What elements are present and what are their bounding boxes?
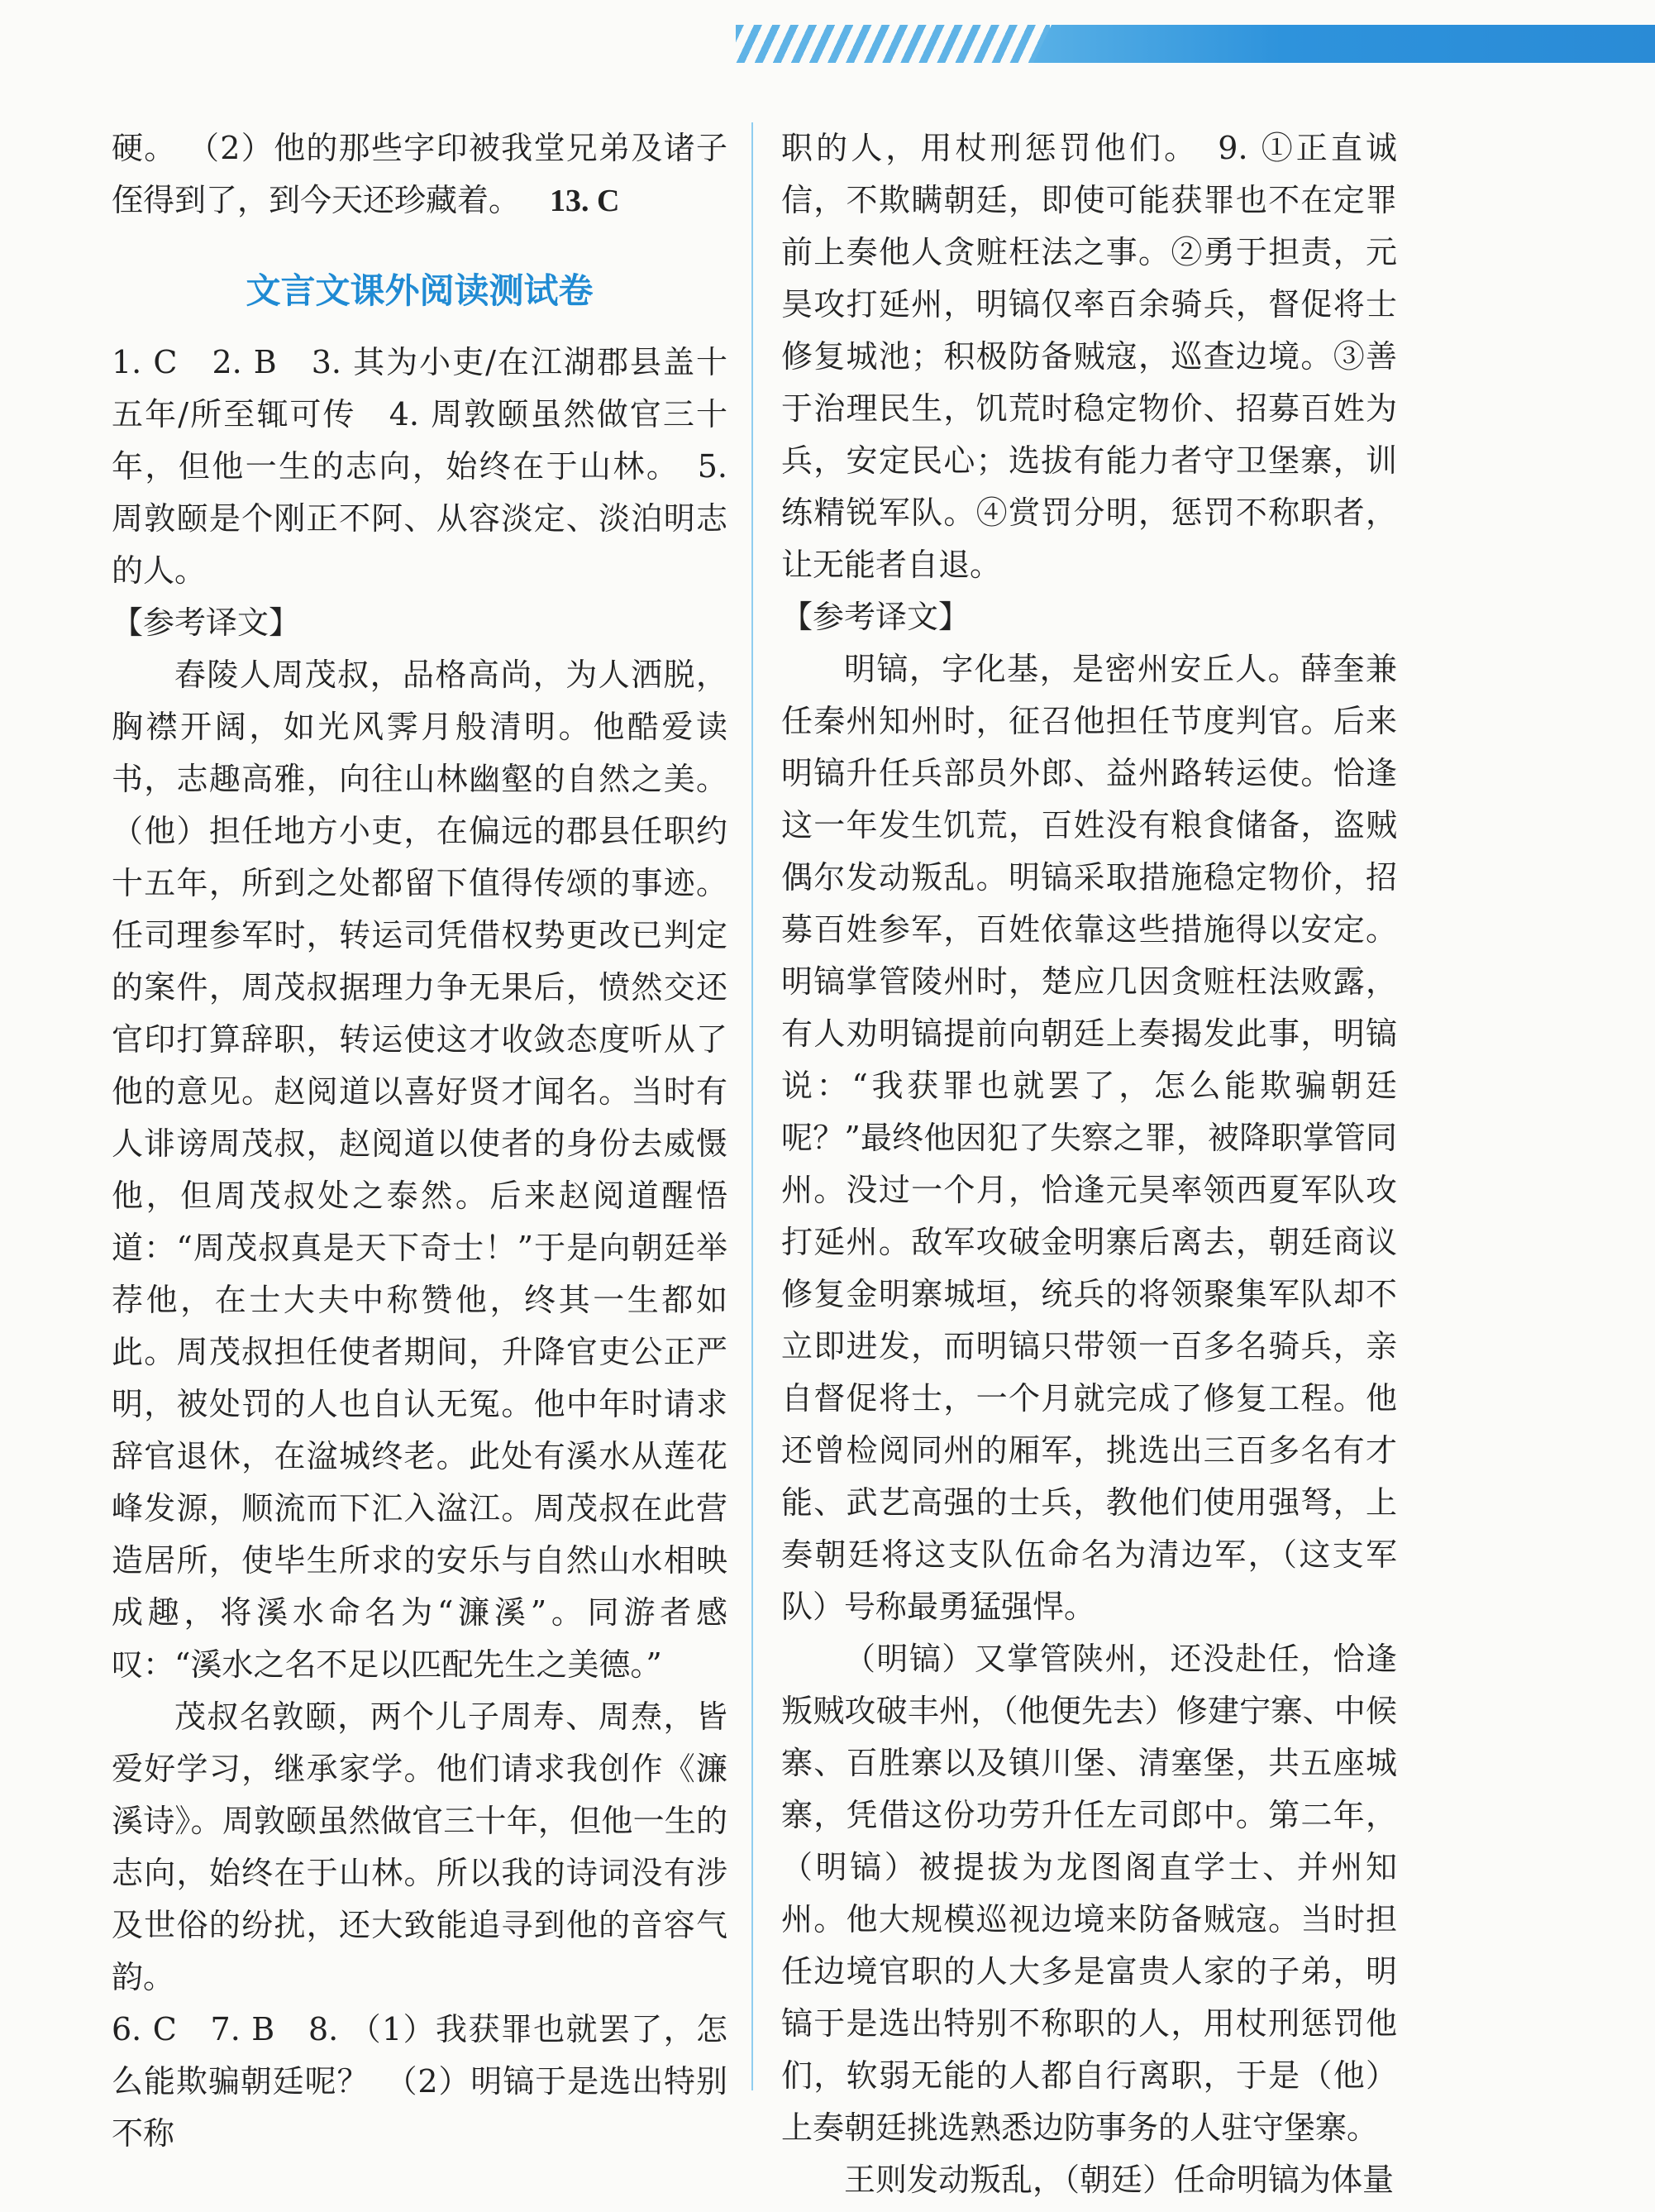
header-decoration — [736, 25, 1655, 63]
translation-paragraph: 明镐，字化基，是密州安丘人。薛奎兼任秦州知州时，征召他担任节度判官。后来明镐升任兵部员外郎、益州路转运使。恰逢这一年发生饥荒，百姓没有粮食储备，盗贼偶尔发动叛乱。明镐采取措施稳定物价，招募百姓参军，百姓依靠这些措施得以安定。明镐掌管陵州时，楚应几因贪赃枉法败露，有人劝明镐提前向朝廷上奏揭发此事，明镐说：“我获罪也就罢了，怎么能欺骗朝廷呢？”最终他因犯了失察之罪，被降职掌管同州。没过一个月，恰逢元昊率领西夏军队攻打延州。敌军攻破金明寨后离去，朝廷商议修复金明寨城垣，统兵的将领聚集军队却不立即进发，而明镐只带领一百多名骑兵，亲自督促将士，一个月就完成了修复工程。他还曾检阅同州的厢军，挑选出三百多名有才能、武艺高强的士兵，教他们使用强弩，上奏朝廷将这支队伍命名为清边军，（这支军队）号称最勇猛强悍。 — [781, 651, 1397, 1625]
section-title: 文言文课外阅读测试卷 — [246, 270, 594, 311]
translation-paragraph: 茂叔名敦颐，两个儿子周寿、周焘，皆爱好学习，继承家学。他们请求我创作《濂溪诗》。周敦颐虽然做官三十年，但他一生的志向，始终在于山林。所以我的诗词没有涉及世俗的纷扰，还大致能追寻到他的音容气韵。 — [112, 1698, 727, 1995]
answer-continuation: 硬。 （2）他的那些字印被我堂兄弟及诸子侄得到了，到今天还珍藏着。 13. C — [112, 130, 727, 218]
header-band — [1033, 25, 1655, 63]
answer-13: 13. C — [550, 184, 620, 218]
translation-heading-right: 【参考译文】 — [781, 599, 971, 635]
left-column — [112, 122, 727, 2160]
answers-6-8: 6. C 7. B 8. （1）我获罪也就罢了，怎么能欺骗朝廷呢？ （2）明镐于是选出特别不称 — [112, 2011, 727, 2152]
translation-paragraph: 王则发动叛乱，（朝廷）任命明镐为体量 — [844, 2162, 1395, 2198]
answers-1-5: 1. C 2. B 3. 其为小吏/在江湖郡县盖十五年/所至辄可传 4. 周敦颐虽然做官三十年，但他一生的志向，始终在于山林。 5. 周敦颐是个刚正不阿、从容淡定、淡泊明志的人。 — [112, 344, 727, 589]
column-divider — [751, 122, 753, 2090]
header-stripes — [736, 25, 1050, 63]
translation-paragraph: 舂陵人周茂叔，品格高尚，为人洒脱，胸襟开阔，如光风霁月般清明。他酷爱读书，志趣高雅，向往山林幽壑的自然之美。（他）担任地方小吏，在偏远的郡县任职约十五年，所到之处都留下值得传颂的事迹。任司理参军时，转运司凭借权势更改已判定的案件，周茂叔据理力争无果后，愤然交还官印打算辞职，转运使这才收敛态度听从了他的意见。赵阅道以喜好贤才闻名。当时有人诽谤周茂叔，赵阅道以使者的身份去威慑他，但周茂叔处之泰然。后来赵阅道醒悟道：“周茂叔真是天下奇士！”于是向朝廷举荐他，在士大夫中称赞他，终其一生都如此。周茂叔担任使者期间，升降官吏公正严明，被处罚的人也自认无冤。他中年时请求辞官退休，在湓城终老。此处有溪水从莲花峰发源，顺流而下汇入湓江。周茂叔在此营造居所，使毕生所求的安乐与自然山水相映成趣，将溪水命名为“濂溪”。同游者感叹：“溪水之名不足以匹配先生之美德。” — [112, 657, 727, 1683]
translation-paragraph: （明镐）又掌管陕州，还没赴任，恰逢叛贼攻破丰州，（他便先去）修建宁寨、中候寨、百胜寨以及镇川堡、清塞堡，共五座城寨，凭借这份功劳升任左司郎中。第二年，（明镐）被提拔为龙图阁直学士、并州知州。他大规模巡视边境来防备贼寇。当时担任边境官职的人大多是富贵人家的子弟，明镐于是选出特别不称职的人，用杖刑惩罚他们，软弱无能的人都自行离职，于是（他）上奏朝廷挑选熟悉边防事务的人驻守堡寨。 — [781, 1641, 1397, 2146]
translation-heading-left: 【参考译文】 — [112, 604, 301, 641]
answers-8-9: 职的人，用杖刑惩罚他们。 9. ①正直诚信，不欺瞒朝廷，即使可能获罪也不在定罪前上奏他人贪赃枉法之事。②勇于担责，元昊攻打延州，明镐仅率百余骑兵，督促将士修复城池；积极防备贼寇，巡查边境。③善于治理民生，饥荒时稳定物价、招募百姓为兵，安定民心；选拔有能力者守卫堡寨，训练精锐军队。④赏罚分明，惩罚不称职者，让无能者自退。 — [781, 130, 1397, 583]
right-column — [781, 122, 1397, 2206]
